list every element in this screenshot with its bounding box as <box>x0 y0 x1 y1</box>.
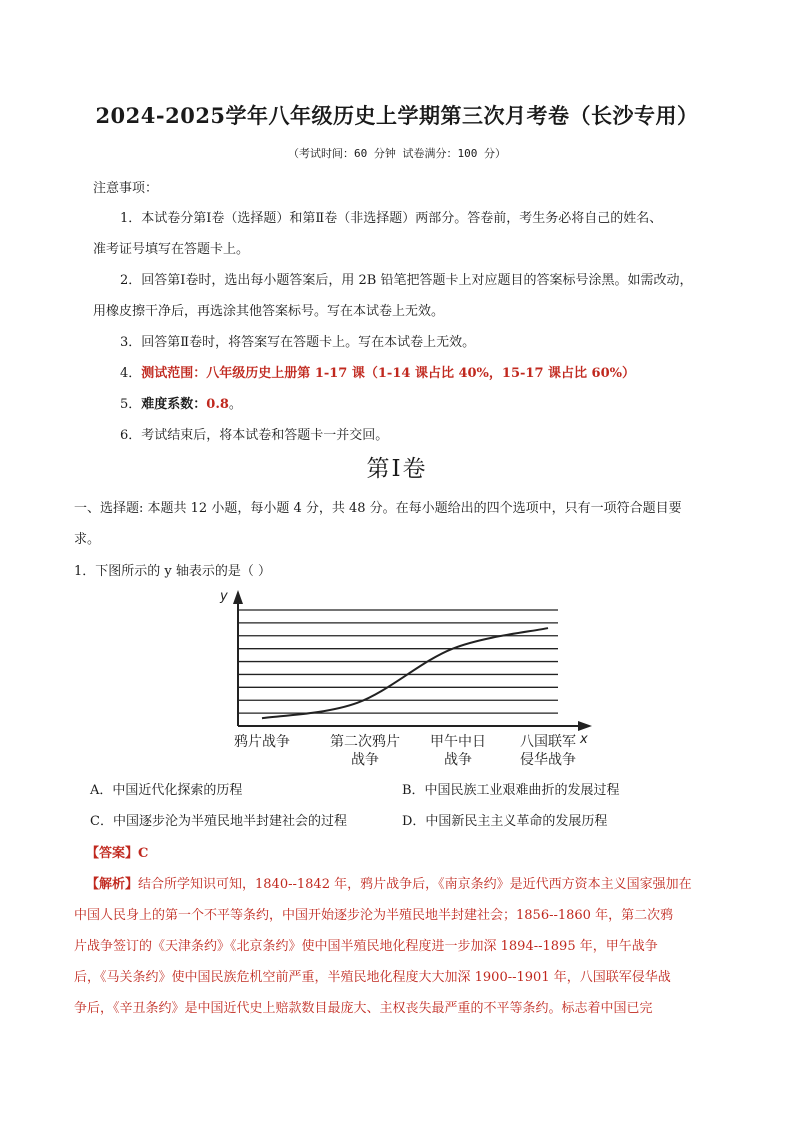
x-axis-label: x <box>580 732 588 747</box>
answer <box>86 842 148 861</box>
difficulty-key: 难度系数： <box>141 397 207 412</box>
instructions-line-1: 一、选择题: 本题共 12 小题，每小题 4 分，共 48 分。在每小题给出的四个选项中，只有一项符合题目要 <box>74 501 682 516</box>
note-4 <box>120 362 635 381</box>
x-tick-label: 甲午中日 <box>430 734 486 750</box>
note-1-cont: 准考证号填写在答题卡上。 <box>93 242 250 257</box>
analysis-line-5: 争后，《辛丑条约》是中国近代史上赔款数目最庞大、主权丧失最严重的不平等条约。标志着中国已完 <box>74 1001 653 1016</box>
option-d[interactable]: D．中国新民主主义革命的发展历程 <box>402 814 608 829</box>
note-4-label: 4． <box>120 366 142 381</box>
answer-value: C <box>138 846 149 861</box>
x-tick-label: 战争 <box>444 752 472 768</box>
page-title: 2024-2025学年八年级历史上学期第三次月考卷（长沙专用） <box>95 103 699 128</box>
analysis-line-3: 片战争签订的《天津条约》《北京条约》使中国半殖民地化程度进一步加深 1894--1895 年，甲午战争 <box>74 939 658 954</box>
history-chart <box>210 580 610 775</box>
note-2-cont: 用橡皮擦干净后，再选涂其他答案标号。写在本试卷上无效。 <box>93 304 445 319</box>
question-1-stem: 1．下图所示的 y 轴表示的是（ ） <box>74 564 272 579</box>
difficulty-value: 0.8 <box>206 397 229 412</box>
test-scope-key: 测试范围： <box>141 366 207 381</box>
x-tick-label: 第二次鸦片 <box>330 734 400 750</box>
y-axis-arrow <box>233 590 243 604</box>
analysis-line-1 <box>86 873 692 892</box>
x-tick-label: 八国联军 <box>520 734 576 750</box>
note-6: 6．考试结束后，将本试卷和答题卡一并交回。 <box>120 428 389 443</box>
x-tick-label: 战争 <box>351 752 379 768</box>
answer-label: 【答案】 <box>86 846 139 861</box>
instructions-line-2: 求。 <box>74 532 101 547</box>
analysis-label: 【解析】 <box>86 877 139 892</box>
test-scope-value: 八年级历史上册第 1-17 课（1-14 课占比 40%，15-17 课占比 60%） <box>206 366 635 381</box>
analysis-line-2: 中国人民身上的第一个不平等条约，中国开始逐步沦为半殖民地半封建社会；1856--1860 年，第二次鸦 <box>74 908 674 923</box>
option-a[interactable]: A．中国近代化探索的历程 <box>90 783 243 798</box>
section-title: 第Ⅰ卷 <box>366 456 428 482</box>
note-5-end: 。 <box>228 397 242 412</box>
x-axis-arrow <box>578 721 592 731</box>
note-1: 1．本试卷分第Ⅰ卷（选择题）和第Ⅱ卷（非选择题）两部分。答卷前，考生务必将自己的姓名、 <box>120 211 663 226</box>
series-curve <box>262 628 548 718</box>
notes-heading: 注意事项： <box>93 181 159 196</box>
y-axis-label: y <box>220 589 228 604</box>
note-3: 3．回答第Ⅱ卷时，将答案写在答题卡上。写在本试卷上无效。 <box>120 335 476 350</box>
analysis-line-4: 后，《马关条约》使中国民族危机空前严重，半殖民地化程度大大加深 1900--1901 年，八国联军侵华战 <box>74 970 671 985</box>
note-2: 2．回答第Ⅰ卷时，选出每小题答案后，用 2B 铅笔把答题卡上对应题目的答案标号涂黑。如需改动， <box>120 273 693 288</box>
x-tick-label: 鸦片战争 <box>234 734 290 750</box>
x-tick-label: 侵华战争 <box>520 752 576 768</box>
option-c[interactable]: C．中国逐步沦为半殖民地半封建社会的过程 <box>90 814 347 829</box>
note-5-label: 5． <box>120 397 142 412</box>
analysis-text-1: 结合所学知识可知，1840--1842 年，鸦片战争后，《南京条约》是近代西方资本主义国家强加在 <box>138 877 692 892</box>
exam-info: （考试时间：60 分钟 试卷满分：100 分） <box>288 147 506 160</box>
option-b[interactable]: B．中国民族工业艰难曲折的发展过程 <box>402 783 620 798</box>
note-5 <box>120 393 242 412</box>
